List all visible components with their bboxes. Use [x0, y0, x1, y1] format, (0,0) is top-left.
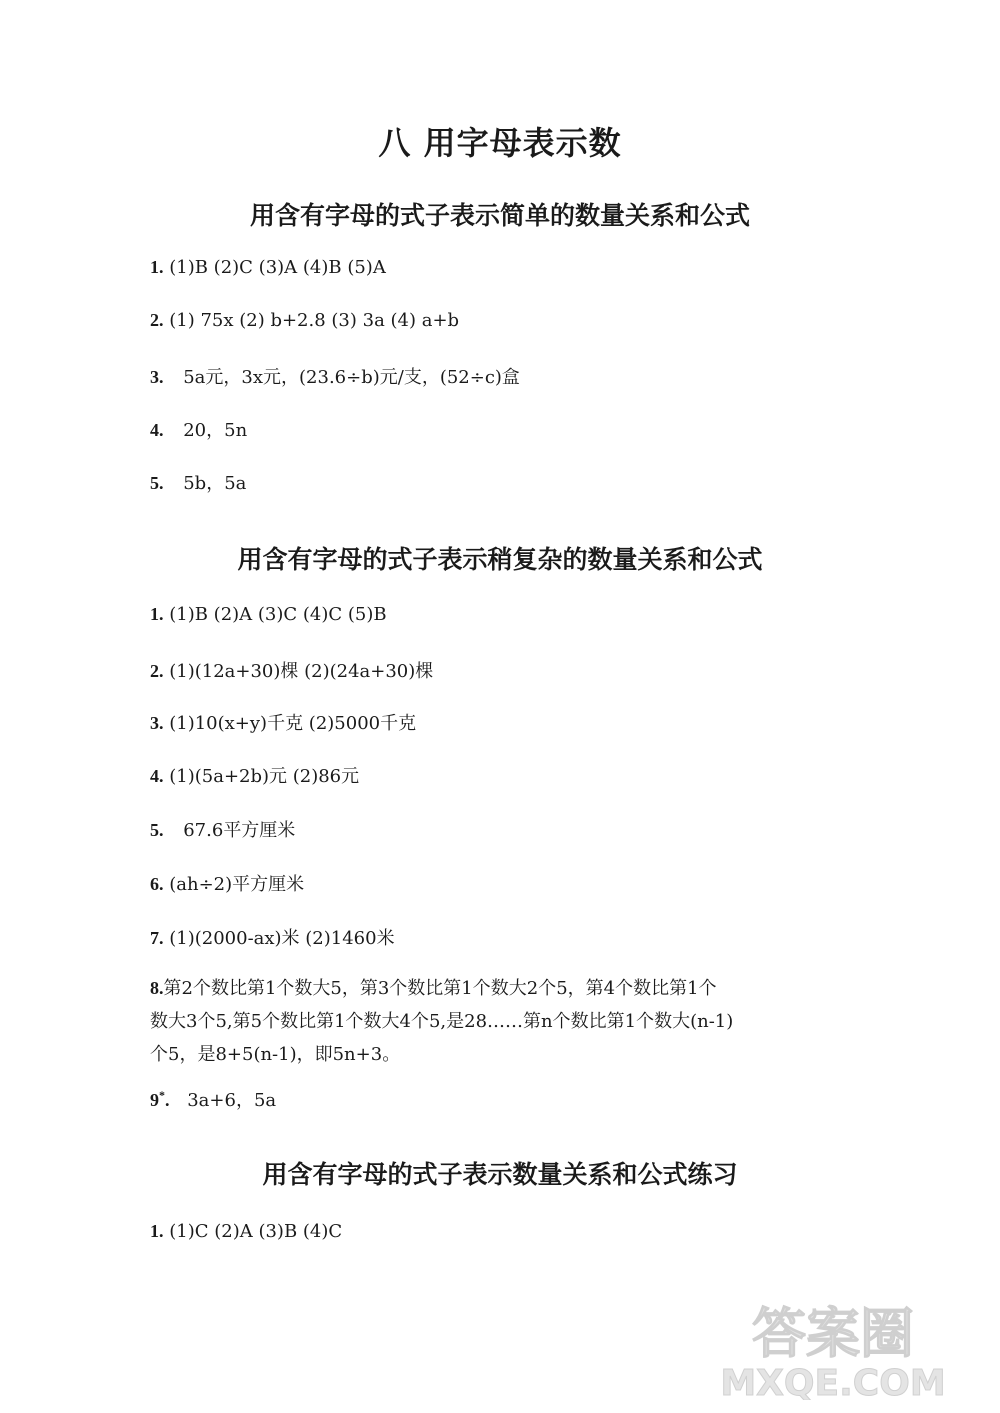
answer-number: 2. — [150, 661, 164, 681]
answer-text: (1)(5a+2b)元 (2)86元 — [169, 766, 360, 787]
section-title-3: 用含有字母的式子表示数量关系和公式练习 — [262, 1160, 738, 1189]
answer-text: 20，5n — [183, 420, 248, 441]
answer-text: (1)10(x+y)千克 (2)5000千克 — [169, 713, 417, 734]
chapter-title: 八 用字母表示数 — [378, 124, 622, 162]
answer-number: 4. — [150, 420, 164, 440]
s2-answer-3 — [150, 709, 416, 735]
answer-line-1 — [150, 972, 850, 1005]
watermark-text: 答案圈 — [752, 1302, 914, 1365]
answer-number: 7. — [150, 928, 164, 948]
answer-text: 3a+6，5a — [187, 1090, 277, 1111]
challenge-mark: * — [159, 1088, 165, 1102]
s1-answer-2 — [150, 310, 459, 331]
answer-number: 5. — [150, 473, 164, 493]
answer-number: 1. — [150, 1221, 164, 1241]
section-title-1: 用含有字母的式子表示简单的数量关系和公式 — [249, 201, 750, 230]
section-title-2: 用含有字母的式子表示稍复杂的数量关系和公式 — [237, 545, 763, 574]
answer-number: 8. — [150, 978, 164, 998]
watermark-logo — [668, 1300, 998, 1400]
answer-text: (1) 75x (2) b+2.8 (3) 3a (4) a+b — [169, 310, 460, 331]
answer-text: (1)C (2)A (3)B (4)C — [169, 1221, 343, 1242]
answer-number: 1. — [150, 604, 164, 624]
s2-answer-6 — [150, 870, 304, 896]
answer-text: (1)(12a+30)棵 (2)(24a+30)棵 — [169, 661, 434, 682]
answer-line-2: 数大3个5,第5个数比第1个数大4个5,是28……第n个数比第1个数大(n-1) — [150, 1011, 734, 1032]
s1-answer-4 — [150, 416, 247, 442]
answer-text: 第2个数比第1个数大5，第3个数比第1个数大2个5，第4个数比第1个 — [163, 978, 717, 999]
answer-text: (1)(2000-ax)米 (2)1460米 — [169, 928, 395, 949]
s2-answer-7 — [150, 924, 395, 950]
s1-answer-3 — [150, 363, 520, 389]
s3-answer-1 — [150, 1221, 342, 1242]
answer-number: 1. — [150, 257, 164, 277]
answer-text: (1)B (2)C (3)A (4)B (5)A — [169, 257, 386, 278]
s1-answer-1 — [150, 257, 386, 278]
answer-line-3: 个5，是8+5(n-1)，即5n+3。 — [150, 1044, 401, 1065]
watermark-domain: MXQE.COM — [720, 1363, 946, 1400]
s2-answer-5 — [150, 816, 295, 842]
answer-text: 67.6平方厘米 — [183, 820, 296, 841]
answer-text: (ah÷2)平方厘米 — [169, 874, 305, 895]
answer-number: 9*. — [150, 1088, 170, 1110]
answer-number: 5. — [150, 820, 164, 840]
s2-answer-8 — [150, 972, 850, 1071]
s2-answer-2 — [150, 657, 433, 683]
answer-number: 6. — [150, 874, 164, 894]
s1-answer-5 — [150, 469, 246, 495]
answer-number: 3. — [150, 713, 164, 733]
answer-text: 5a元，3x元，(23.6÷b)元/支，(52÷c)盒 — [183, 367, 520, 388]
s2-answer-4 — [150, 762, 359, 788]
s2-answer-1 — [150, 604, 387, 625]
answer-text: (1)B (2)A (3)C (4)C (5)B — [169, 604, 387, 625]
s2-answer-9 — [150, 1086, 276, 1112]
answer-number: 4. — [150, 766, 164, 786]
answer-number: 2. — [150, 310, 164, 330]
answer-number: 3. — [150, 367, 164, 387]
answer-text: 5b，5a — [183, 473, 247, 494]
